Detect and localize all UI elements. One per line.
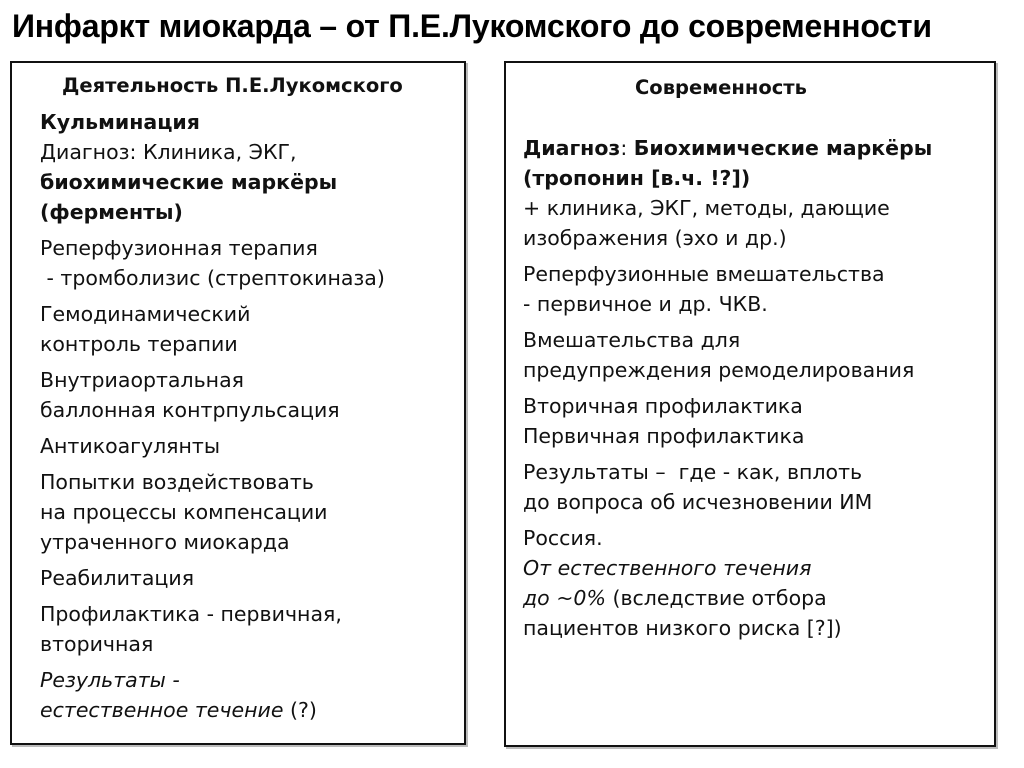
diagnosis-item [40,137,454,227]
reperfusion-line: Реперфузионная терапия [40,236,318,260]
panel-header-lukomsky: Деятельность П.Е.Лукомского [62,74,403,97]
results-heading: Результаты - [40,668,180,692]
imaging-methods-line: + клиника, ЭКГ, методы, дающие [523,196,890,220]
prophylaxis-line: Профилактика - первичная, [40,602,342,626]
diagnosis-markers-modern: Биохимические маркёры [633,136,933,160]
iabp-line: Внутриаортальная [40,368,244,392]
diagnosis-label: Диагноз [523,136,621,160]
natural-course-line [40,695,454,725]
echo-line: изображения (эхо и др.) [523,226,787,250]
diagnosis-markers: биохимические маркёры [40,170,338,194]
results-item [40,665,454,725]
iabp-item [40,365,454,425]
zero-percent-line [523,583,984,613]
hemodynamic-item [40,299,454,359]
lukomsky-panel [10,61,466,745]
mi-disappearance-line: до вопроса об исчезновении ИМ [523,490,873,514]
natural-course-text: естественное течение [40,698,284,722]
pci-line: - первичное и др. ЧКВ. [523,292,768,316]
modern-reperfusion-item [523,259,984,319]
modern-results-line: Результаты – где - как, вплоть [523,460,863,484]
modern-reperfusion-line: Реперфузионные вмешательства [523,262,885,286]
modern-results-item [523,457,984,517]
natural-course-russia-line: От естественного течения [523,556,812,580]
anticoagulants-item: Антикоагулянты [40,434,221,458]
modern-diagnosis-line [523,133,984,163]
modern-diagnosis-item [523,133,984,253]
attempts-line: Попытки воздействовать [40,470,314,494]
remodeling-item [523,325,984,385]
diagnosis-line: Диагноз: Клиника, ЭКГ, [40,140,297,164]
reperfusion-item [40,233,454,293]
russia-item [523,523,984,643]
compensation-line: на процессы компенсации [40,500,328,524]
interventions-line: Вмешательства для [523,328,741,352]
low-risk-line: пациентов низкого риска [?]) [523,616,842,640]
attempts-item [40,467,454,557]
counterpulsation-line: баллонная контрпульсация [40,398,340,422]
zero-percent-text: до ~0% [523,586,606,610]
lost-myocardium-line: утраченного миокарда [40,530,290,554]
troponin-line: (тропонин [в.ч. !?]) [523,166,751,190]
hemodynamic-line: Гемодинамический [40,302,251,326]
secondary-prevention-line: Вторичная профилактика [523,394,803,418]
selection-text: (вследствие отбора [605,586,827,610]
diagnosis-enzymes: (ферменты) [40,200,183,224]
prophylaxis-item [40,599,454,659]
panel-header-modern: Современность [635,76,807,99]
thrombolysis-line: - тромболизис (стрептокиназа) [40,266,385,290]
culmination-heading: Кульминация [40,110,200,134]
diagnosis-colon: : [620,136,634,160]
therapy-control-line: контроль терапии [40,332,238,356]
prevention-item [523,391,984,451]
modern-panel [504,61,996,747]
slide-title: Инфаркт миокарда – от П.Е.Лукомского до современности [12,8,932,44]
remodeling-line: предупреждения ремоделирования [523,358,915,382]
russia-line: Россия. [523,526,603,550]
rehabilitation-item: Реабилитация [40,566,195,590]
question-mark-text: (?) [283,698,317,722]
secondary-line: вторичная [40,632,154,656]
primary-prevention-line: Первичная профилактика [523,424,805,448]
